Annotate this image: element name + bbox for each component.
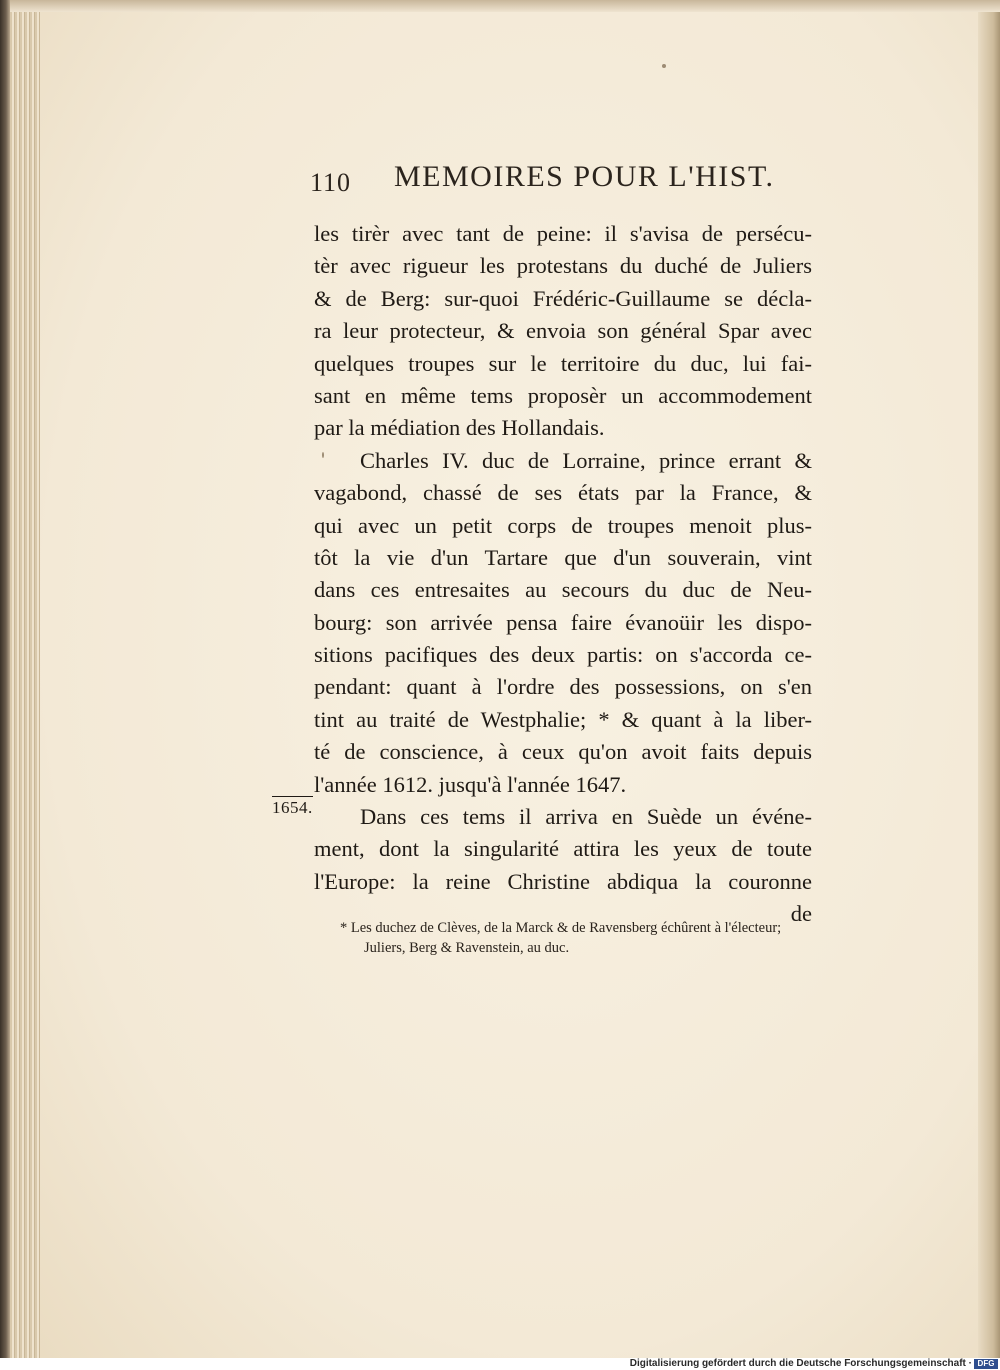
text-line: vagabond, chassé de ses états par la France, &	[314, 480, 812, 506]
text-line: sant en même tems proposèr un accommodement	[314, 382, 812, 408]
page-header	[310, 160, 810, 200]
text-line: ment, dont la singularité attira les yeux de toute	[314, 836, 812, 862]
text-line: tint au traité de Westphalie; * & quant à la liber-	[314, 706, 812, 732]
paper-speck	[662, 64, 666, 68]
footnote	[340, 918, 820, 958]
text-line: par la médiation des Hollandais.	[314, 415, 605, 441]
text-line: dans ces entresaites au secours du duc de Neu-	[314, 577, 812, 603]
catchword: de	[790, 901, 812, 927]
text-line: qui avec un petit corps de troupes menoit plus-	[314, 512, 812, 538]
margin-date-note: 1654.	[272, 798, 313, 817]
page-stack-right	[978, 0, 1000, 1358]
text-line: l'Europe: la reine Christine abdiqua la couronne	[314, 868, 812, 894]
text-line: sitions pacifiques des deux partis: on s'accorda ce-	[314, 642, 812, 668]
text-line: tôt la vie d'un Tartare que d'un souverain, vint	[314, 544, 812, 570]
text-line: & de Berg: sur-quoi Frédéric-Guillaume se décla-	[314, 285, 812, 311]
running-title: MEMOIRES POUR L'HIST.	[394, 160, 775, 193]
text-line: tèr avec rigueur les protestans du duché de Juliers	[314, 253, 812, 279]
page-stack-left	[10, 0, 40, 1358]
digitization-credit: Digitalisierung gefördert durch die Deutsche Forschungsgemeinschaft ·	[629, 1358, 972, 1369]
page-number: 110	[310, 168, 352, 197]
credit-text: Digitalisierung gefördert durch die Deutsche Forschungsgemeinschaft	[629, 1358, 966, 1369]
footnote-line: Juliers, Berg & Ravenstein, au duc.	[364, 940, 570, 956]
text-line: quelques troupes sur le territoire du duc, lui fai-	[314, 350, 812, 376]
text-line: l'année 1612. jusqu'à l'année 1647.	[314, 771, 627, 797]
footnote-line: * Les duchez de Clèves, de la Marck & de Ravensberg échûrent à l'électeur;	[340, 920, 782, 936]
body-text	[314, 218, 812, 931]
text-line: bourg: son arrivée pensa faire évanoüir les dispo-	[314, 609, 812, 635]
paragraph-start-line: Charles IV. duc de Lorraine, prince errant &	[360, 447, 812, 473]
dfg-logo: DFG	[974, 1359, 998, 1369]
text-line: pendant: quant à l'ordre des possessions, on s'en	[314, 674, 812, 700]
text-line: té de conscience, à ceux qu'on avoit faits depuis	[314, 739, 812, 765]
text-line: les tirèr avec tant de peine: il s'avisa de persécu-	[314, 221, 812, 246]
paragraph-start-line: Dans ces tems il arriva en Suède un événe-	[360, 804, 812, 830]
text-line: ra leur protecteur, & envoia son général Spar avec	[314, 318, 812, 344]
book-binding-edge	[0, 0, 10, 1358]
page-top-edge	[10, 0, 1000, 12]
